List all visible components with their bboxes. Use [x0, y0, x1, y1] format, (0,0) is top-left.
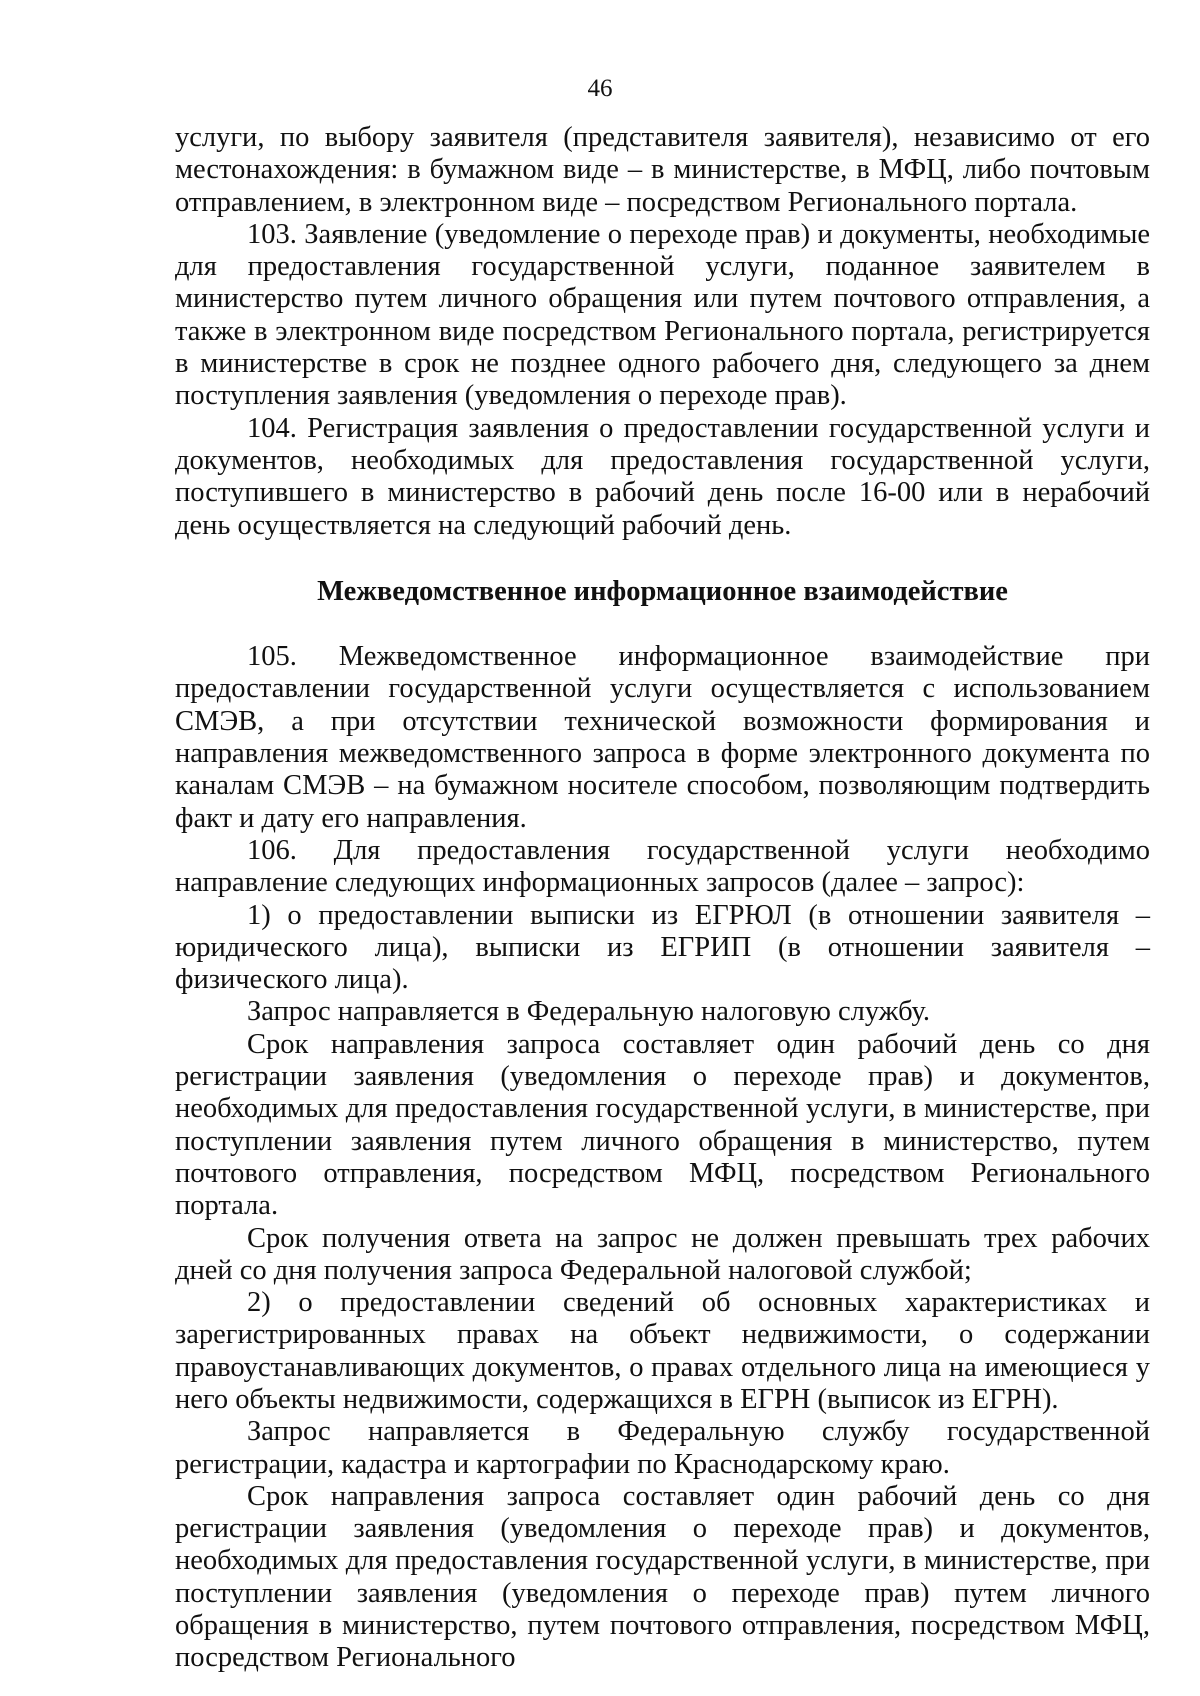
paragraph-response-term-fns: Срок получения ответа на запрос не должен превышать трех рабочих дней со дня получения запроса Федеральной налоговой службой; — [175, 1222, 1150, 1286]
paragraph-103: 103. Заявление (уведомление о переходе прав) и документы, необходимые для предоставления государственной услуги, поданное заявителем в министерство путем личного обращения или путем почтового отправления, а также в электронном виде посредством Регионального портала, регистрируется в министерстве в срок не позднее одного рабочего дня, следующего за днем поступления заявления (уведомления о переходе прав). — [175, 218, 1150, 412]
paragraph-request-term-rosreestr: Срок направления запроса составляет один рабочий день со дня регистрации заявления (уведомления о переходе прав) и документов, необходимых для предоставления государственной услуги, в министерстве, при поступлении заявления (уведомления о переходе прав) путем личного обращения в министерство, путем почтового отправления, посредством МФЦ, посредством Регионального — [175, 1480, 1150, 1674]
section-heading-block — [175, 542, 1150, 641]
page-number: 46 — [587, 75, 613, 102]
paragraph-105: 105. Межведомственное информационное взаимодействие при предоставлении государственной услуги осуществляется с использованием СМЭВ, а при отсутствии технической возможности формирования и направления межведомственного запроса в форме электронного документа по каналам СМЭВ – на бумажном носителе способом, позволяющим подтвердить факт и дату его направления. — [175, 641, 1150, 834]
paragraphs-after-heading — [175, 641, 1150, 1675]
document-body — [175, 122, 1150, 1675]
section-heading: Межведомственное информационное взаимодействие — [317, 575, 1008, 607]
paragraph-request-rosreestr: Запрос направляется в Федеральную службу государственной регистрации, кадастра и картографии по Краснодарскому краю. — [175, 1416, 1150, 1480]
paragraph-104: 104. Регистрация заявления о предоставлении государственной услуги и документов, необходимых для предоставления государственной услуги, поступившего в министерство в рабочий день после 16-00 или в нерабочий день осуществляется на следующий рабочий день. — [175, 412, 1150, 541]
list-item-1: 1) о предоставлении выписки из ЕГРЮЛ (в отношении заявителя – юридического лица), выписки из ЕГРИП (в отношении заявителя – физического лица). — [175, 899, 1150, 996]
paragraph-106: 106. Для предоставления государственной услуги необходимо направление следующих информационных запросов (далее – запрос): — [175, 834, 1150, 899]
list-item-2: 2) о предоставлении сведений об основных характеристиках и зарегистрированных правах на объект недвижимости, о содержании правоустанавливающих документов, о правах отдельного лица на имеющиеся у него объекты недвижимости, содержащихся в ЕГРН (выписок из ЕГРН). — [175, 1287, 1150, 1415]
paragraphs-before-heading — [175, 122, 1150, 542]
paragraph-request-fns: Запрос направляется в Федеральную налоговую службу. — [247, 996, 931, 1028]
paragraph-continuation: услуги, по выбору заявителя (представителя заявителя), независимо от его местонахождения: в бумажном виде – в министерстве, в МФЦ, либо почтовым отправлением, в электронном виде – посредством Регионального портала. — [175, 122, 1150, 218]
paragraph-request-term-fns: Срок направления запроса составляет один рабочий день со дня регистрации заявления (уведомления о переходе прав) и документов, необходимых для предоставления государственной услуги, в министерстве, при поступлении заявления путем личного обращения в министерство, путем почтового отправления, посредством МФЦ, посредством Регионального портала. — [175, 1028, 1150, 1222]
